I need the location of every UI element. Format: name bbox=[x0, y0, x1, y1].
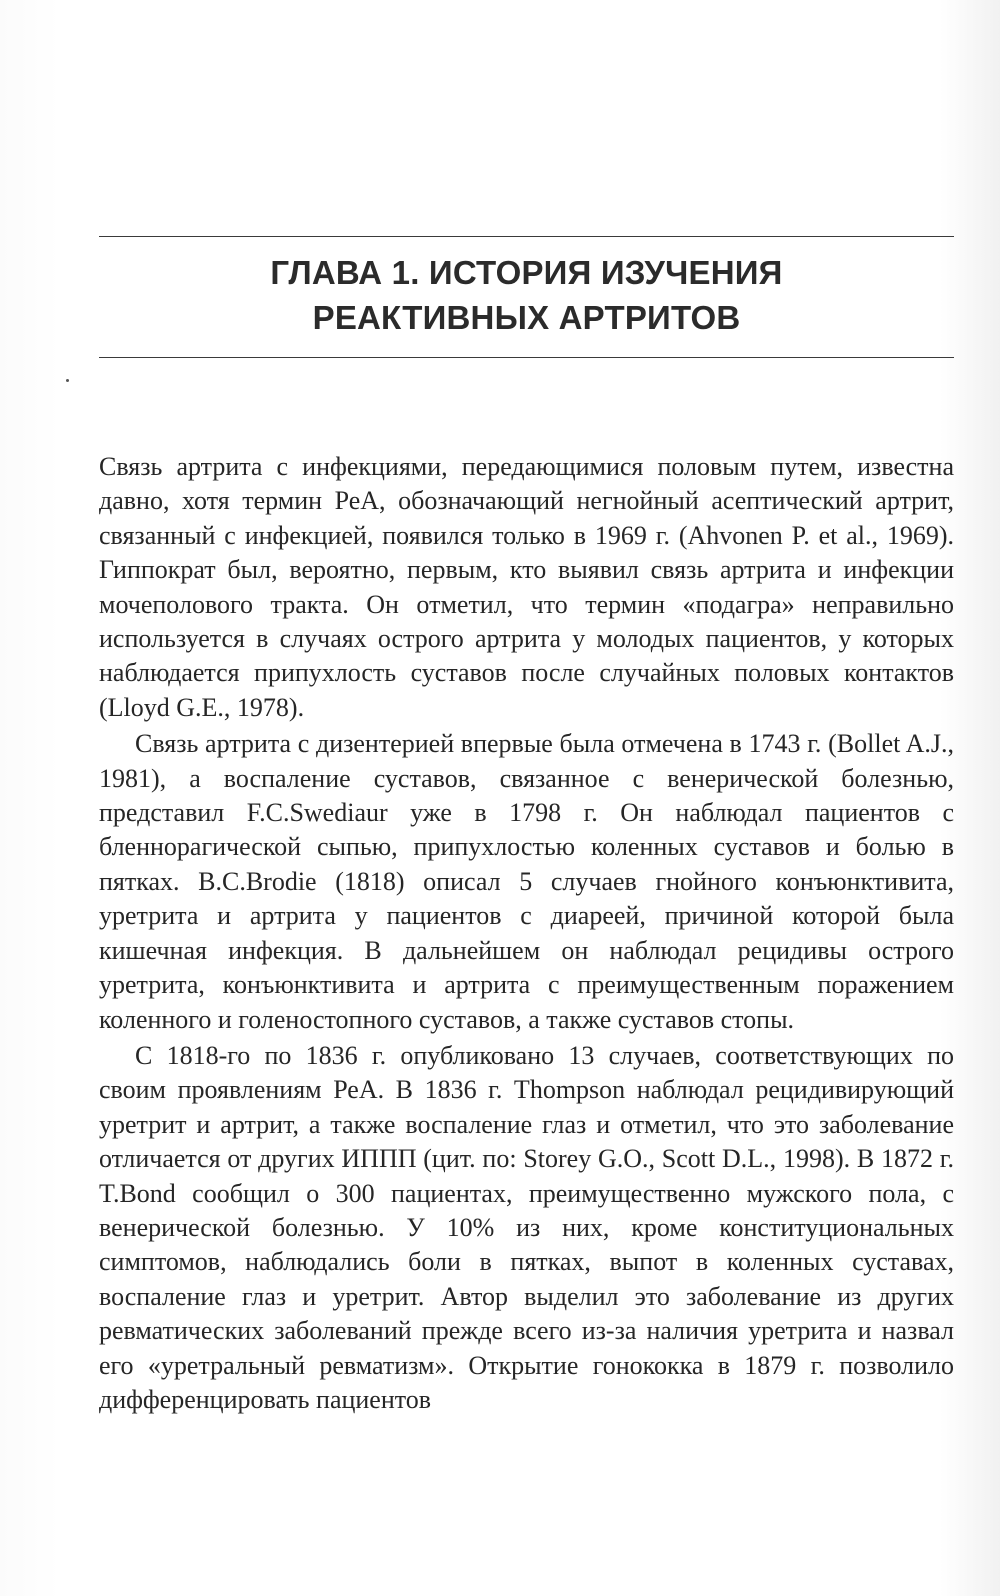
chapter-top-rule bbox=[99, 236, 954, 237]
chapter-bottom-rule bbox=[99, 357, 954, 358]
paragraph-2: Связь артрита с дизентерией впервые была отмечена в 1743 г. (Bollet A.J., 1981), а воспаление суставов, связанное с венерической болезнью, представил F.C.Swediaur уже в 1798 г. Он наблюдал пациентов с бленнорагической сыпью, припухлостью коленных суставов и болью в пятках. B.C.Brodie (1818) описал 5 случаев гнойного конъюнктивита, уретрита и артрита у пациентов с диареей, причиной которой была кишечная инфекция. В дальнейшем он наблюдал рецидивы острого уретрита, конъюнктивита и артрита с преимущественным поражением коленного и голеностопного суставов, а также суставов стопы. bbox=[99, 729, 954, 1034]
chapter-title-line-1: ГЛАВА 1. ИСТОРИЯ ИЗУЧЕНИЯ bbox=[270, 254, 783, 291]
scan-speck bbox=[66, 379, 69, 382]
chapter-title-line-2: РЕАКТИВНЫХ АРТРИТОВ bbox=[312, 299, 741, 336]
chapter-body bbox=[99, 450, 954, 1417]
paragraph-3: С 1818-го по 1836 г. опубликовано 13 случаев, соответствующих по своим проявлениям РеА. В 1836 г. Thompson наблюдал рецидивирующий уретрит и артрит, а также воспаление глаз и отметил, что это заболевание отличается от других ИППП (цит. по: Storey G.O., Scott D.L., 1998). В 1872 г. T.Bond сообщил о 300 пациентах, преимущественно мужского пола, с венерической болезнью. У 10% из них, кроме конституциональных симптомов, наблюдались боли в пятках, выпот в коленных суставах, воспаление глаз и уретрит. Автор выделил это заболевание из других ревматических заболеваний прежде всего из-за наличия уретрита и назвал его «уретральный ревматизм». Открытие гонококка в 1879 г. позволило дифференцировать пациентов bbox=[99, 1040, 954, 1414]
chapter-title bbox=[99, 250, 954, 340]
paragraph-1: Связь артрита с инфекциями, передающимися половым путем, известна давно, хотя термин РеА, обозначающий негнойный асептический артрит, связанный с инфекцией, появился только в 1969 г. (Ahvonen P. et al., 1969). Гиппократ был, вероятно, первым, кто выявил связь артрита и инфекции мочеполового тракта. Он отметил, что термин «подагра» неправильно используется в случаях острого артрита у молодых пациентов, у которых наблюдается припухлость суставов после случайных половых контактов (Lloyd G.E., 1978). bbox=[99, 452, 954, 722]
